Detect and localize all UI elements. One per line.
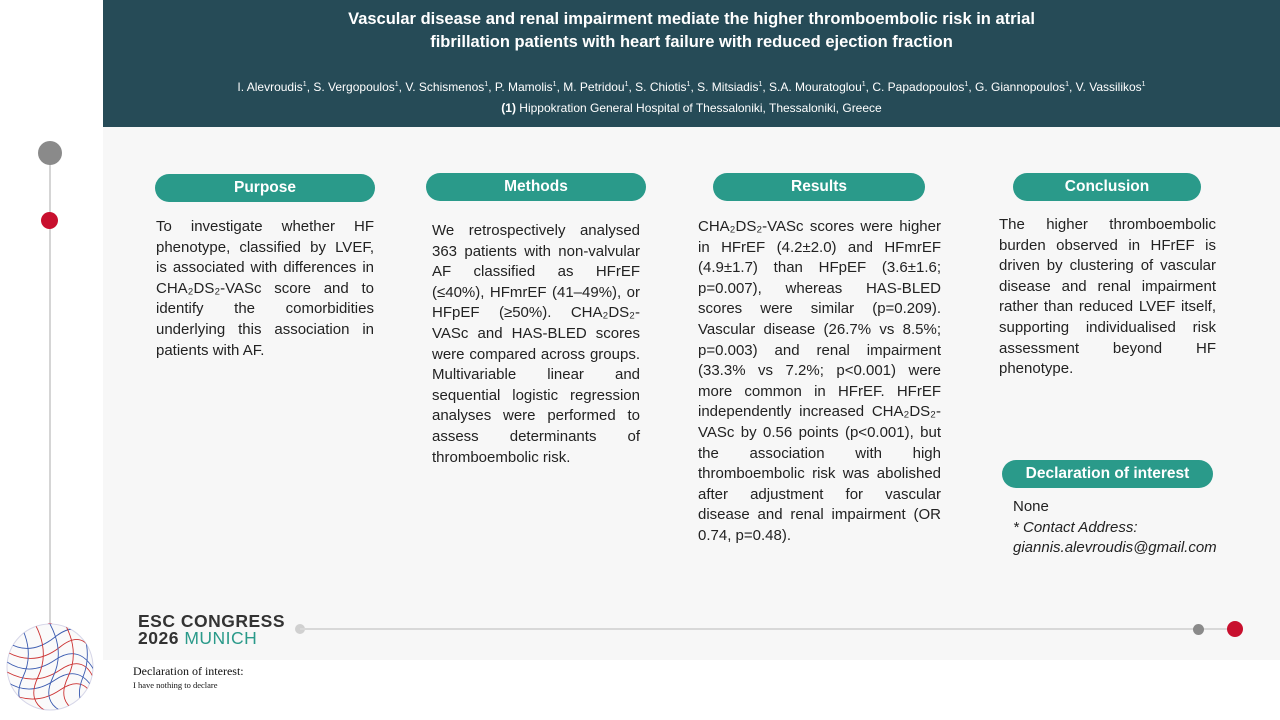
author-list: I. Alevroudis$^1$, S. Vergopoulos$^1$, V. Schismenos$^1$, P. Mamolis$^1$, M. Petridou$^1$, S. Chiotis$^1$, S. Mitsiadis$^1$, S.A. Mouratoglou$^1$, C. Papadopoulos$^1$, G. Giannopoulos$^1$, V. Vassilikos$^1$	[237, 80, 1146, 94]
timeline-line	[49, 160, 51, 630]
author-affiliation-sup: 1	[964, 81, 969, 88]
author-affiliation-sup: 1	[302, 81, 307, 88]
footer-declaration-text: I have nothing to declare	[133, 680, 218, 690]
conclusion-text: The higher thromboembolic burden observed in HFrEF is driven by clustering of vascular disease and renal impairment rather than reduced LVEF itself, supporting individualised risk assessment beyond HF phenotype.	[999, 216, 1216, 378]
poster-title	[103, 8, 1280, 54]
purpose-heading: Purpose	[155, 174, 375, 202]
author-affiliation-sup: 1	[624, 81, 629, 88]
footer-divider	[300, 628, 1234, 630]
author-affiliation-sup: 1	[861, 81, 866, 88]
timeline-dot-red	[41, 212, 58, 229]
title-line-1: Vascular disease and renal impairment mediate the higher thromboembolic risk in atrial	[348, 10, 1035, 28]
logo-year: 2026	[138, 628, 179, 648]
declaration-heading: Declaration of interest	[1002, 460, 1213, 488]
affiliation-number: (1)	[501, 101, 516, 115]
globe-icon	[5, 622, 95, 712]
author-affiliation-sup: 1	[1065, 81, 1069, 88]
declaration-none: None	[1013, 498, 1049, 515]
methods-heading: Methods	[426, 173, 646, 201]
declaration-block	[1013, 497, 1243, 559]
footer-dot-red	[1227, 621, 1243, 637]
contact-label: * Contact Address:	[1013, 518, 1138, 536]
footer-declaration-title: Declaration of interest:	[133, 664, 244, 678]
purpose-text: To investigate whether HF phenotype, classified by LVEF, is associated with differences in CHA₂DS₂-VASc score and to identify the comorbidities underlying this association in patients with AF.	[156, 218, 374, 359]
esc-logo-line1: ESC CONGRESS	[138, 611, 285, 631]
author-name: G. Giannopoulos	[975, 80, 1066, 94]
author-affiliation-sup: 1	[758, 81, 763, 88]
author-affiliation-sup: 1	[484, 81, 489, 88]
author-name: V. Schismenos	[405, 80, 485, 94]
content-area	[103, 127, 1280, 660]
logo-city: MUNICH	[184, 628, 258, 648]
author-name: S. Chiotis	[635, 80, 687, 94]
author-affiliation-sup: 1	[394, 81, 399, 88]
conclusion-heading: Conclusion	[1013, 173, 1201, 201]
author-name: P. Mamolis	[494, 80, 553, 94]
author-affiliation-sup: 1	[686, 81, 691, 88]
author-name: S. Vergopoulos	[313, 80, 395, 94]
author-affiliation-sup: 1	[552, 81, 557, 88]
timeline-dot-gray	[38, 141, 62, 165]
author-name: S. Mitsiadis	[697, 80, 759, 94]
affiliation	[103, 100, 1280, 116]
author-affiliation-sup: 1	[1141, 81, 1146, 88]
footer-dot-gray	[1193, 624, 1204, 635]
results-heading: Results	[713, 173, 925, 201]
esc-logo-line2	[138, 629, 257, 647]
results-text: CHA₂DS₂-VASc scores were higher in HFrEF (4.2±2.0) and HFmrEF (4.9±1.7) than HFpEF (3.6±1.6; p=0.007), whereas HAS-BLED scores were similar (p=0.209). Vascular disease (26.7% vs 8.5%; p=0.003) and renal impairment (33.3% vs 7.2%; p<0.001) were more common in HFrEF. HFrEF independently increased CHA₂DS₂-VASc by 0.56 points (p<0.001), but the association with high thromboembolic risk was abolished after adjustment for vascular disease and renal impairment (OR 0.74, p=0.48).	[698, 218, 941, 544]
author-name: S.A. Mouratoglou	[769, 80, 862, 94]
author-name: V. Vassilikos	[1075, 80, 1142, 94]
contact-email[interactable]: giannis.alevroudis@gmail.com	[1013, 539, 1217, 557]
author-name: I. Alevroudis	[237, 80, 303, 94]
author-name: M. Petridou	[563, 80, 625, 94]
title-line-2: fibrillation patients with heart failure with reduced ejection fraction	[430, 33, 953, 51]
affiliation-text: Hippokration General Hospital of Thessaloniki, Thessaloniki, Greece	[519, 101, 882, 115]
methods-text: We retrospectively analysed 363 patients with non-valvular AF classified as HFrEF (≤40%), HFmrEF (41–49%), or HFpEF (≥50%). CHA₂DS₂-VASc and HAS-BLED scores were compared across groups. Multivariable linear and sequential logistic regression analyses were performed to assess determinants of thromboembolic risk.	[432, 222, 640, 466]
author-name: C. Papadopoulos	[872, 80, 965, 94]
poster-header	[103, 0, 1280, 127]
